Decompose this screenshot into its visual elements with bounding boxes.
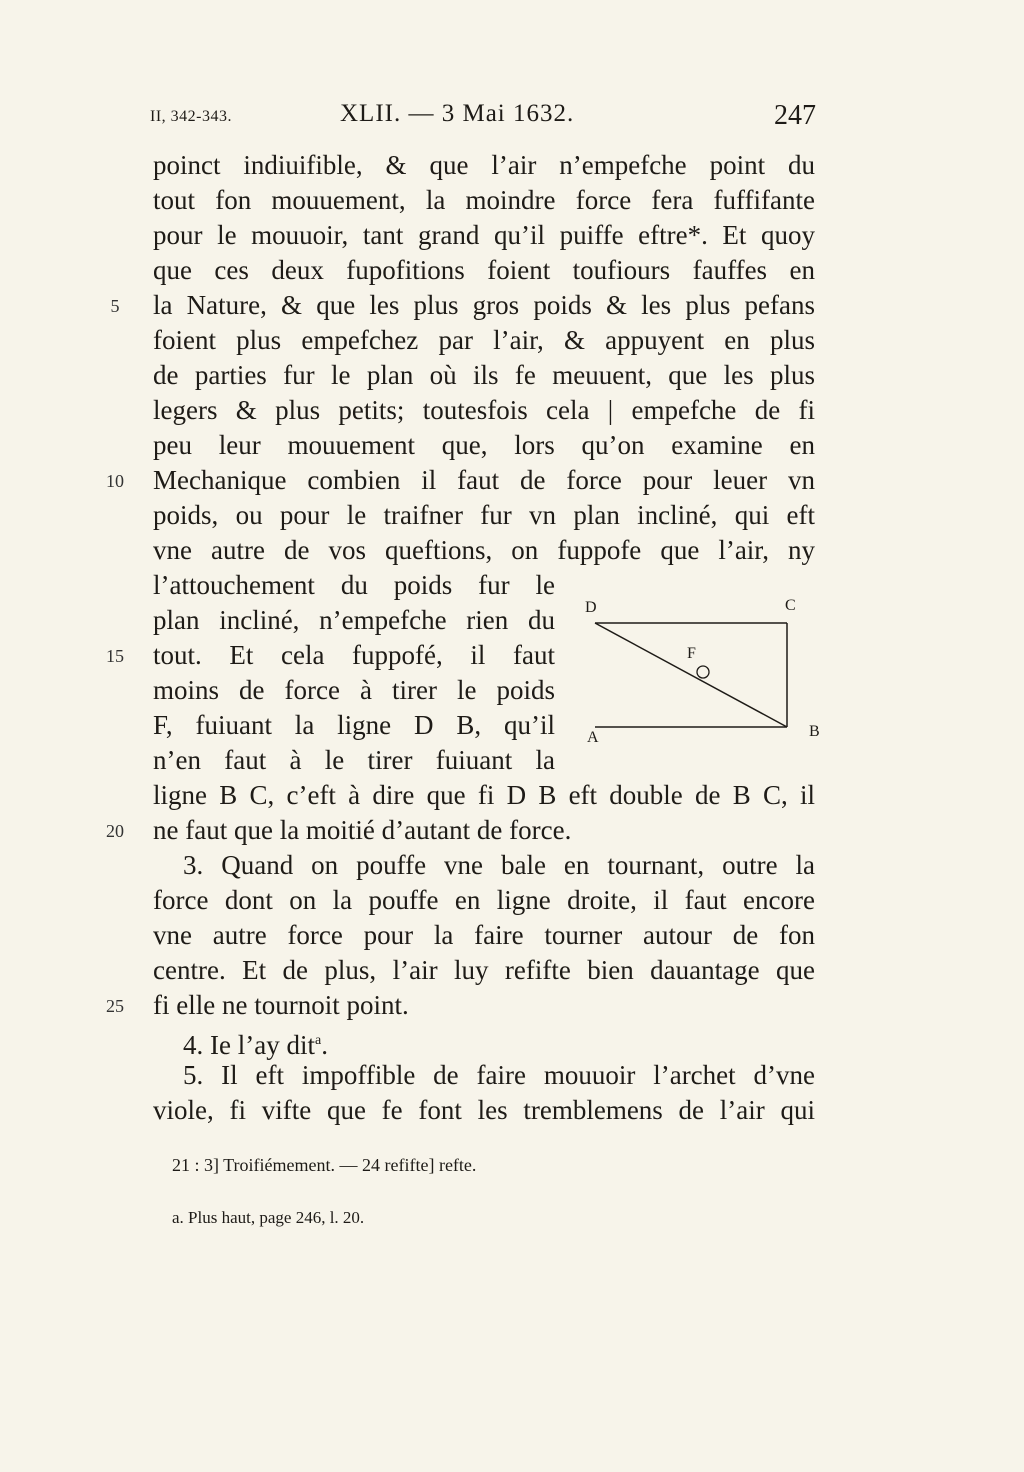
footnote-marker: a: [314, 1033, 322, 1048]
text-line: plan incliné, n’empefche rien du: [153, 605, 555, 635]
label-a: A: [587, 729, 599, 746]
text-line: que ces deux fupofitions foient toufiours fauffes en: [153, 255, 815, 285]
text-line: vne autre de vos queftions, on fuppofe que l’air, ny: [153, 535, 815, 565]
line-number: 25: [106, 996, 124, 1016]
line-number: 10: [106, 471, 124, 491]
text-line: poinct indiuifible, & que l’air n’empefche point du: [153, 150, 815, 180]
label-d: D: [585, 599, 597, 616]
text-line: moins de force à tirer le poids: [153, 675, 555, 705]
text-line: l’attouchement du poids fur le: [153, 570, 555, 600]
text-line: pour le mouuoir, tant grand qu’il puiffe eftre*. Et quoy: [153, 220, 815, 250]
line-number: 20: [106, 821, 124, 841]
label-c: C: [785, 597, 796, 614]
text-line: vne autre force pour la faire tourner autour de fon: [153, 920, 815, 950]
label-b: B: [809, 723, 820, 740]
text-line: force dont on la pouffe en ligne droite, il faut encore: [153, 885, 815, 915]
text-line: foient plus empefchez par l’air, & appuyent en plus: [153, 325, 815, 355]
text-line: 5. Il eft impoffible de faire mouuoir l’archet d’vne: [183, 1060, 815, 1090]
text-line: de parties fur le plan où ils fe meuuent, que les plus: [153, 360, 815, 390]
inclined-plane-diagram: [575, 595, 830, 765]
text-line: ligne B C, c’eft à dire que fi D B eft double de B C, il: [153, 780, 815, 810]
label-f: F: [687, 645, 696, 662]
text-line: n’en faut à le tirer fuiuant la: [153, 745, 555, 775]
text-line: poids, ou pour le traifner fur vn plan incliné, qui eft: [153, 500, 815, 530]
text-line: 3. Quand on pouffe vne bale en tournant, outre la: [183, 850, 815, 880]
line-number: 5: [110, 296, 120, 316]
page-number: 247: [774, 100, 816, 131]
footnote: a. Plus haut, page 246, l. 20.: [172, 1208, 365, 1227]
letter-title: XLII. — 3 Mai 1632.: [340, 100, 575, 127]
text-line: viole, fi vifte que fe font les tremblemens de l’air qui: [153, 1095, 815, 1125]
volume-reference: II, 342-343.: [150, 108, 232, 125]
text-line-content: 4. Ie l’ay dit: [183, 1030, 315, 1060]
period: .: [321, 1030, 328, 1060]
variant-reading-note: 21 : 3] Troifiémement. — 24 refifte] refte.: [172, 1155, 477, 1175]
line-db: [595, 623, 787, 727]
text-line: legers & plus petits; toutesfois cela | empefche de fi: [153, 395, 815, 425]
text-line: ne faut que la moitié d’autant de force.: [153, 815, 572, 845]
weight-f: [697, 666, 709, 678]
text-line: F, fuiuant la ligne D B, qu’il: [153, 710, 555, 740]
text-line: [183, 1023, 815, 1058]
running-header: [150, 100, 816, 140]
text-line: Mechanique combien il faut de force pour leuer vn: [153, 465, 815, 495]
text-line: la Nature, & que les plus gros poids & les plus pefans: [153, 290, 815, 320]
text-line: tout fon mouuement, la moindre force fera fuffifante: [153, 185, 815, 215]
text-line: peu leur mouuement que, lors qu’on examine en: [153, 430, 815, 460]
inclined-plane-figure: [575, 595, 830, 765]
line-number: 15: [106, 646, 124, 666]
text-line: centre. Et de plus, l’air luy refifte bien dauantage que: [153, 955, 815, 985]
text-line: tout. Et cela fuppofé, il faut: [153, 640, 555, 670]
text-line: fi elle ne tournoit point.: [153, 990, 409, 1020]
